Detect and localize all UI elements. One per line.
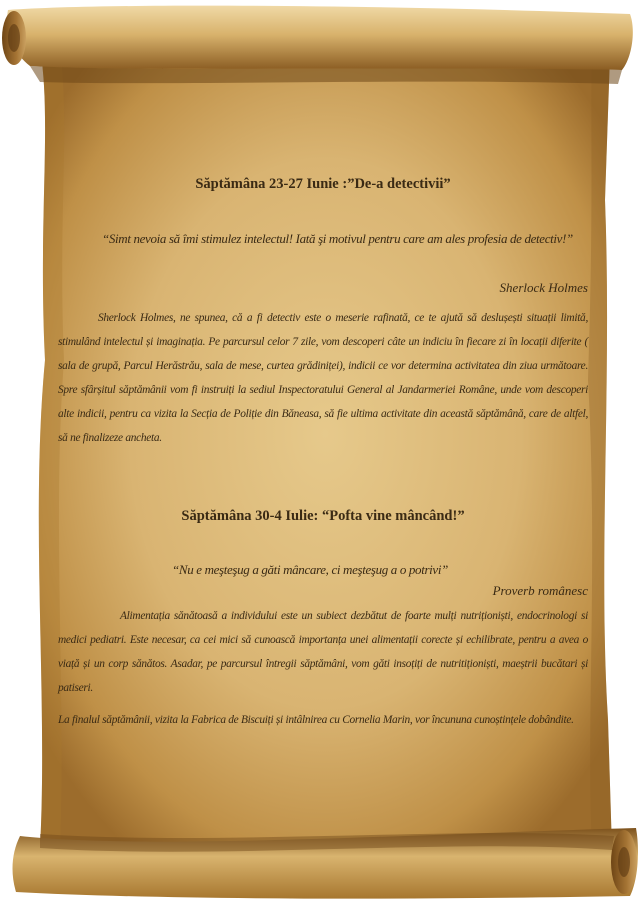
week2-title: Săptămâna 30-4 Iulie: “Pofta vine mâncând!”: [181, 508, 465, 524]
week1-paragraph: [58, 306, 588, 450]
week1-quote-author: Sherlock Holmes: [499, 280, 588, 295]
document-content: [58, 0, 588, 903]
week2-quote: “Nu e meşteşug a găti mâncare, ci meşteşug a o potrivi”: [172, 562, 448, 577]
week2-quote-author: Proverb românesc: [492, 583, 588, 598]
week1-title: Săptămâna 23-27 Iunie :”De-a detectivii”: [195, 176, 451, 192]
week1-paragraph-text: Sherlock Holmes, ne spunea, că a fi detectiv este o meserie rafinată, ce te ajută să deslușești situații limită, stimulând intelectul și imaginația. Pe parcursul celor 7 zile, vom descoperi câte un indiciu în fiecare zi în locații diferite ( sala de grupă, Parcul Herăstrău, sala de mese, curtea grădiniței), indicii ce vor determina activitatea din ziua următoare. Spre sfârșitul săptămânii vom fi instruiți la sediul Inspectoratului General al Jandarmeriei Române, unde vom descoperi alte indicii, pentru ca vizita la Secția de Poliție din Băneasa, să fie ultima activitate din această săptămână, care de altfel, să ne finalizeze ancheta.: [58, 312, 588, 444]
week2-paragraph-1-text: Alimentația sănătoasă a individului este un subiect dezbătut de foarte mulți nutriționiști, endocrinologi si medici pediatri. Este necesar, ca cei mici să cunoască importanța unei alimentații corecte și echilibrate, pentru a avea o viață și un corp sănătos. Asadar, pe parcursul întregii săptămâni, vom găti insoțiți de nutritiționiști, maeștrii bucătari și patiseri.: [58, 610, 588, 694]
week2-paragraph-2: La finalul săptămânii, vizita la Fabrica de Biscuiți și intâlnirea cu Cornelia Marin, vor încununa cunoștințele dobândite.: [58, 714, 574, 726]
week1-quote-text: “Simt nevoia să îmi stimulez intelectul! Iată şi motivul pentru care am ales profesia de detectiv!”: [102, 231, 573, 246]
week1-quote: [58, 228, 588, 250]
week2-paragraph-1: [58, 604, 588, 700]
